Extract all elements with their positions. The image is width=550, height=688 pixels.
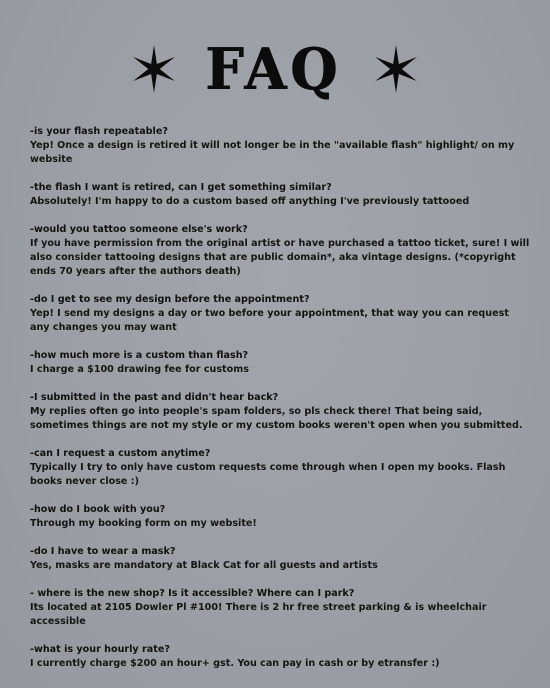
faq-question: -is your flash repeatable? <box>30 126 168 137</box>
faq-answer: Yep! I send my designs a day or two before your appointment, that way you can request any changes you may want <box>30 308 509 333</box>
faq-item <box>30 447 530 489</box>
faq-question: -the flash I want is retired, can I get something similar? <box>30 182 332 193</box>
faq-question: -how much more is a custom than flash? <box>30 350 249 361</box>
faq-answer: Absolutely! I'm happy to do a custom based off anything I've previously tattooed <box>30 196 470 207</box>
faq-answer: Through my booking form on my website! <box>30 518 257 529</box>
faq-list <box>30 125 530 685</box>
faq-question: - where is the new shop? Is it accessible? Where can I park? <box>30 588 355 599</box>
faq-answer: If you have permission from the original artist or have purchased a tattoo ticket, sure! I will also consider tattooing designs that are public domain*, aka vintage designs. (*copyright ends 70 years after the authors death) <box>30 238 530 277</box>
faq-answer: I charge a $100 drawing fee for customs <box>30 364 249 375</box>
faq-question: -do I get to see my design before the appointment? <box>30 294 310 305</box>
faq-question: -what is your hourly rate? <box>30 644 170 655</box>
faq-item <box>30 293 530 335</box>
faq-item <box>30 503 530 531</box>
faq-answer: Yes, masks are mandatory at Black Cat for all guests and artists <box>30 560 378 571</box>
faq-item <box>30 643 530 671</box>
faq-item <box>30 349 530 377</box>
faq-answer: I currently charge $200 an hour+ gst. You can pay in cash or by etransfer :) <box>30 658 440 669</box>
faq-answer: Typically I try to only have custom requests come through when I open my books. Flash books never close :) <box>30 462 506 487</box>
faq-question: -how do I book with you? <box>30 504 166 515</box>
faq-item <box>30 587 530 629</box>
faq-answer: My replies often go into people's spam folders, so pls check there! That being said, sometimes things are not my style or my custom books weren't open when you submitted. <box>30 406 523 431</box>
faq-question: -would you tattoo someone else's work? <box>30 224 248 235</box>
faq-item <box>30 223 530 279</box>
faq-question: -do I have to wear a mask? <box>30 546 176 557</box>
faq-question: -can I request a custom anytime? <box>30 448 211 459</box>
faq-question: -I submitted in the past and didn't hear back? <box>30 392 279 403</box>
six-point-star-icon <box>371 44 421 94</box>
faq-item <box>30 391 530 433</box>
faq-answer: Yep! Once a design is retired it will not longer be in the "available flash" highlight/ on my website <box>30 140 515 165</box>
faq-item <box>30 181 530 209</box>
faq-item <box>30 545 530 573</box>
faq-header <box>0 35 550 103</box>
faq-item <box>30 125 530 167</box>
faq-answer: Its located at 2105 Dowler Pl #100! There is 2 hr free street parking & is wheelchair accessible <box>30 602 487 627</box>
page-title: FAQ <box>204 35 342 103</box>
six-point-star-icon <box>129 44 179 94</box>
